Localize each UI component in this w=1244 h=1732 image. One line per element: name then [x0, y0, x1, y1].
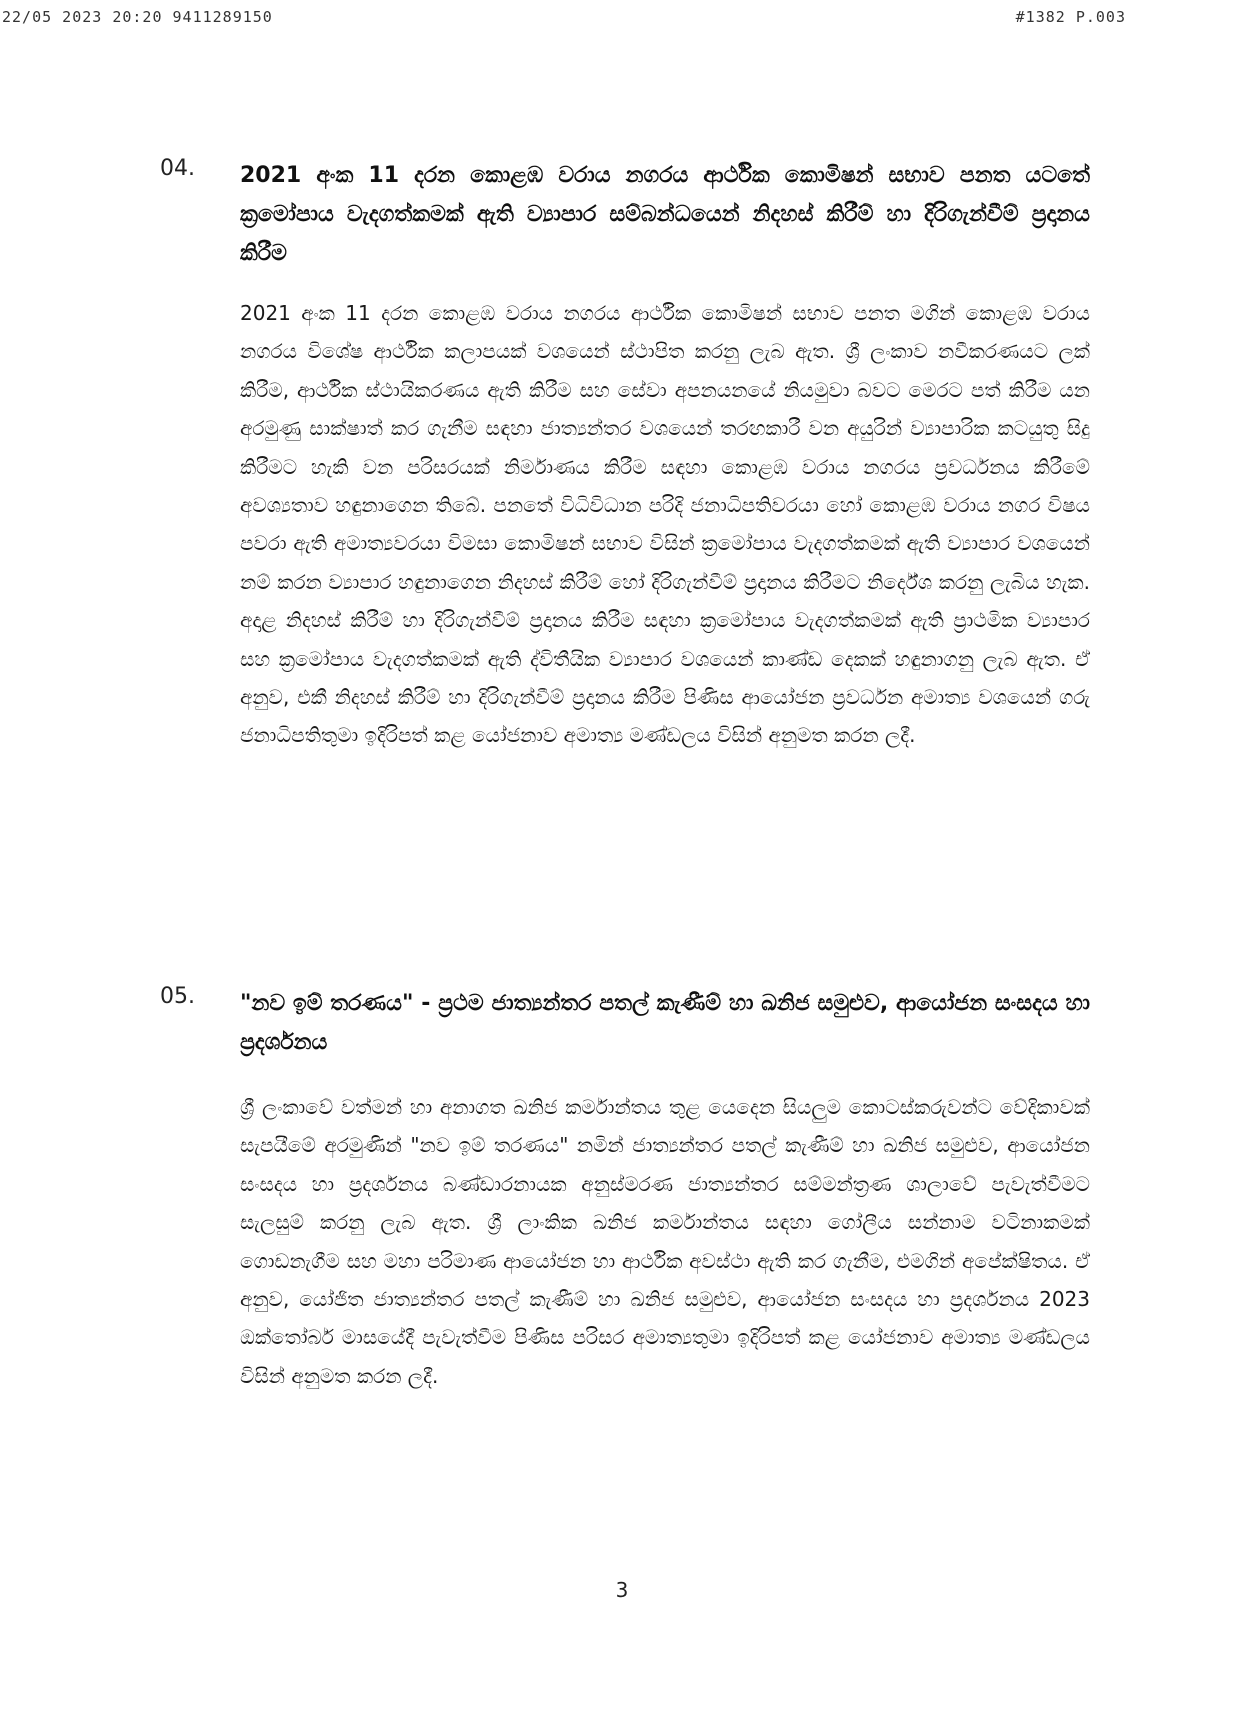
section-number: 04.: [160, 156, 195, 181]
fax-header: [0, 8, 1244, 32]
section-heading: "නව ඉම් තරණය" - ප්‍රථම ජාත්‍යන්තර පතල් කැණීම් හා ඛනිජ සමුළුව, ආයෝජන සංසදය හා ප්‍රදර්ශනය: [240, 991, 1090, 1055]
page-number: 3: [615, 1578, 629, 1602]
section-body: ශ්‍රී ලංකාවේ වත්මන් හා අනාගත ඛනිජ කර්මාන්තය තුළ යෙදෙන සියලුම කොටස්කරුවන්ට වේදිකාවක් සැපයීමේ අරමුණින් "නව ඉම් තරණය" නමින් ජාත්‍යන්තර පතල් කැණීම් හා ඛනිජ සමුළුව, ආයෝජන සංසදය හා ප්‍රදර්ශනය බණ්ඩාරනායක අනුස්මරණ ජාත්‍යන්තර සම්මන්ත්‍රණ ශාලාවේ පැවැත්වීමට සැලසුම් කරනු ලැබ ඇත. ශ්‍රී ලාංකික ඛනිජ කර්මාන්තය සඳහා ගෝලීය සන්නාම වටිනාකමක් ගොඩනැගීම සහ මහා පරිමාණ ආයෝජන හා ආර්ථික අවස්ථා ඇති කර ගැනීම, එමගින් අපේක්ෂිතය. ඒ අනුව, යෝජිත ජාත්‍යන්තර පතල් කැණීම් හා ඛනිජ සමුළුව, ආයෝජන සංසදය හා ප්‍රදර්ශනය 2023 ඔක්තෝබර් මාසයේදී පැවැත්වීම පිණිස පරිසර අමාත්‍යතුමා ඉදිරිපත් කළ යෝජනාව අමාත්‍ය මණ්ඩලය විසින් අනුමත කරන ලදී.: [240, 1095, 1090, 1388]
section-body: 2021 අංක 11 දරන කොළඹ වරාය නගරය ආර්ථික කොමිෂන් සභාව පනත මගින් කොළඹ වරාය නගරය විශේෂ ආර්ථික කලාපයක් වශයෙන් ස්ථාපිත කරනු ලැබ ඇත. ශ්‍රී ලංකාව නවීකරණයට ලක් කිරීම, ආර්ථික ස්ථායිකරණය ඇති කිරීම සහ සේවා අපනයනයේ නියමුවා බවට මෙරට පත් කිරීම යන අරමුණු සාක්ෂාත් කර ගැනීම සඳහා ජාත්‍යන්තර වශයෙන් තරඟකාරී වන අයුරින් ව්‍යාපාරික කටයුතු සිදු කිරීමට හැකි වන පරිසරයක් නිර්මාණය කිරීම සඳහා කොළඹ වරාය නගරය ප්‍රවර්ධනය කිරීමේ අවශ්‍යතාව හඳුනාගෙන තිබේ. පනතේ විධිවිධාන පරිදි ජනාධිපතිවරයා හෝ කොළඹ වරාය නගර විෂය පවරා ඇති අමාත්‍යවරයා විමසා කොමිෂන් සභාව විසින් ක්‍රමෝපාය වැදගත්කමක් ඇති ව්‍යාපාර වශයෙන් නම් කරන ව්‍යාපාර හඳුනාගෙන නිදහස් කිරීම් හෝ දිරිගැන්වීම් ප්‍රදානය කිරීමට නිර්දේශ කරනු ලැබිය හැක. අදාළ නිදහස් කිරීම් හා දිරිගැන්වීම් ප්‍රදානය කිරීම සඳහා ක්‍රමෝපාය වැදගත්කමක් ඇති ප්‍රාථමික ව්‍යාපාර සහ ක්‍රමෝපාය වැදගත්කමක් ඇති ද්විතීයික ව්‍යාපාර වශයෙන් කාණ්ඩ දෙකක් හඳුනාගනු ලැබ ඇත. ඒ අනුව, එකී නිදහස් කිරීම් හා දිරිගැන්වීම් ප්‍රදානය කිරීම පිණිස ආයෝජන ප්‍රවර්ධන අමාත්‍ය වශයෙන් ගරු ජනාධිපතිතුමා ඉදිරිපත් කළ යෝජනාව අමාත්‍ය මණ්ඩලය විසින් අනුමත කරන ලදී.: [240, 301, 1090, 748]
section-heading: 2021 අංක 11 දරන කොළඹ වරාය නගරය ආර්ථික කොමිෂන් සභාව පනත යටතේ ක්‍රමෝපාය වැදගත්කමක් ඇති ව්‍යාපාර සම්බන්ධයෙන් නිදහස් කිරීම් හා දිරිගැන්වීම් ප්‍රදානය කිරීම: [240, 163, 1090, 266]
fax-header-datetime: 22/05 2023 20:20 9411289150: [2, 8, 273, 26]
section-number: 05.: [160, 984, 195, 1009]
fax-header-page-ref: #1382 P.003: [1015, 8, 1126, 26]
